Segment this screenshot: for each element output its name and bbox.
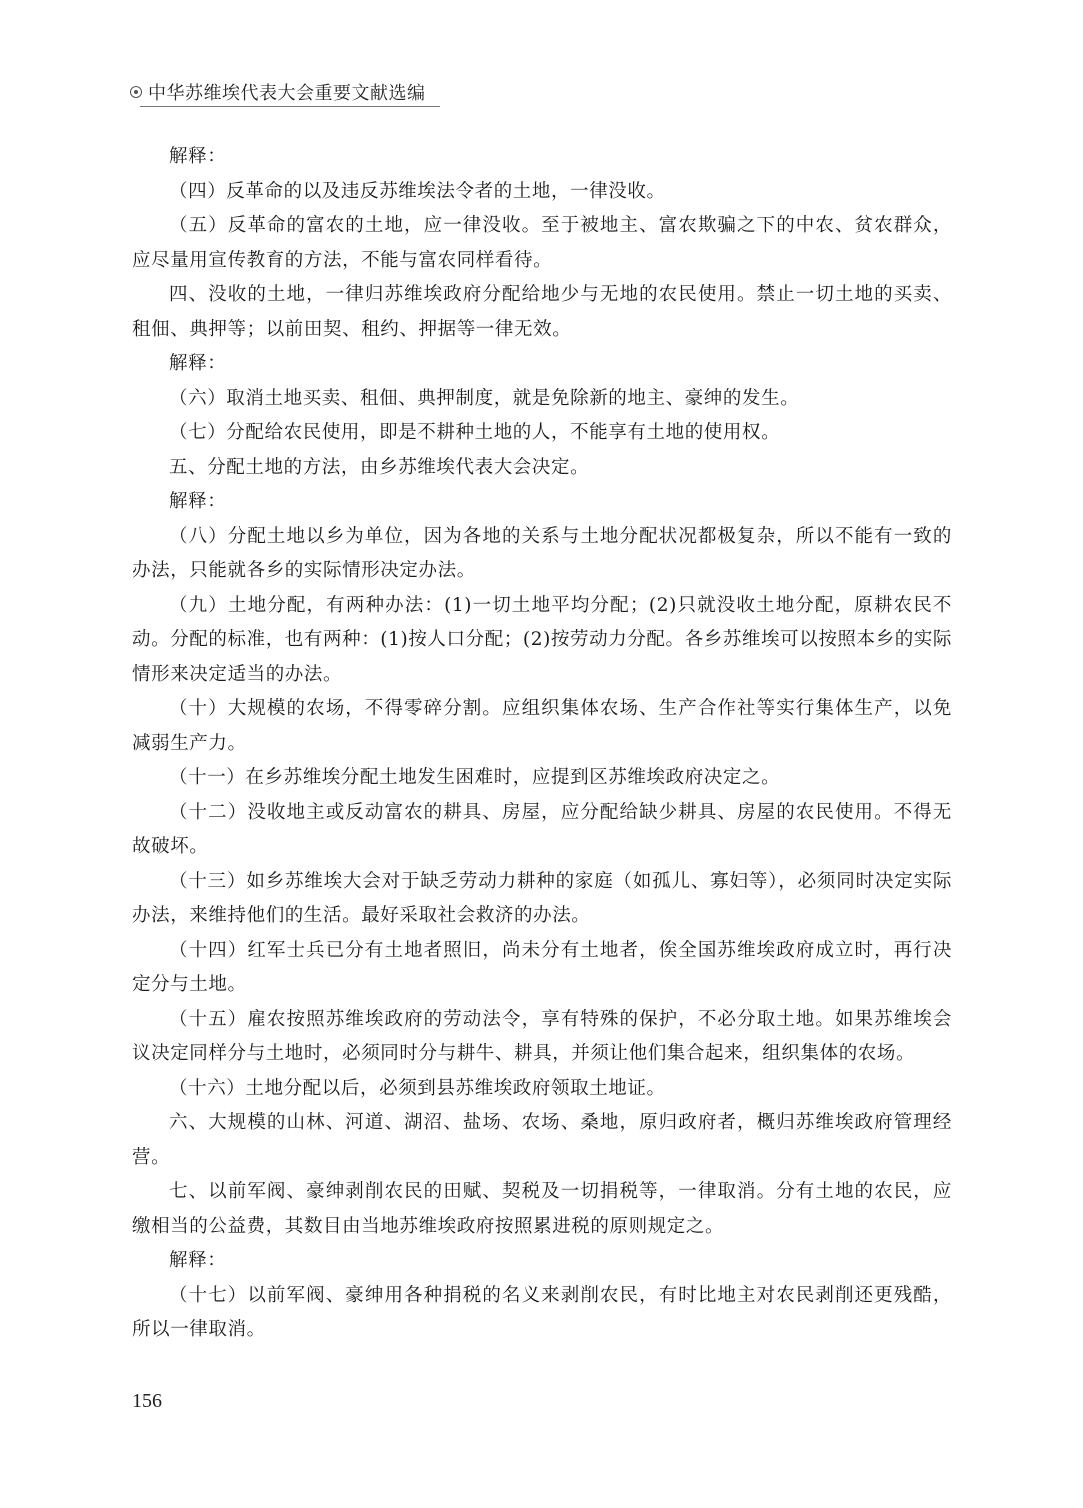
- header-bullet-icon: [130, 86, 142, 98]
- paragraph: （十）大规模的农场，不得零碎分割。应组织集体农场、生产合作社等实行集体生产，以免减弱生产力。: [132, 698, 952, 754]
- paragraph: （四）反革命的以及违反苏维埃法令者的土地，一律没收。: [169, 180, 666, 202]
- paragraph: 六、大规模的山林、河道、湖沼、盐场、农场、桑地，原归政府者，概归苏维埃政府管理经营。: [132, 1112, 952, 1168]
- paragraph: 解释：: [169, 146, 227, 167]
- paragraph: （十七）以前军阀、豪绅用各种捐税的名义来剥削农民，有时比地主对农民剥削还更残酷，所以一律取消。: [132, 1284, 952, 1340]
- page-number: 156: [132, 1390, 162, 1412]
- paragraph: 七、以前军阀、豪绅剥削农民的田赋、契税及一切捐税等，一律取消。分有土地的农民，应缴相当的公益费，其数目由当地苏维埃政府按照累进税的原则规定之。: [132, 1181, 952, 1237]
- paragraph: 五、分配土地的方法，由乡苏维埃代表大会决定。: [169, 456, 590, 478]
- paragraph: （六）取消土地买卖、租佃、典押制度，就是免除新的地主、豪绅的发生。: [169, 387, 800, 409]
- paragraph: 四、没收的土地，一律归苏维埃政府分配给地少与无地的农民使用。禁止一切土地的买卖、租佃、典押等；以前田契、租约、押据等一律无效。: [132, 284, 952, 340]
- paragraph: 解释：: [169, 1250, 227, 1271]
- paragraph: （五）反革命的富农的土地，应一律没收。至于被地主、富农欺骗之下的中农、贫农群众，应尽量用宣传教育的方法，不能与富农同样看待。: [132, 215, 952, 271]
- paragraph: 解释：: [169, 353, 227, 374]
- paragraph: （十五）雇农按照苏维埃政府的劳动法令，享有特殊的保护，不必分取土地。如果苏维埃会议决定同样分与土地时，必须同时分与耕牛、耕具，并须让他们集合起来，组织集体的农场。: [132, 1008, 952, 1064]
- paragraph: （十一）在乡苏维埃分配土地发生困难时，应提到区苏维埃政府决定之。: [169, 767, 781, 788]
- paragraph: （十三）如乡苏维埃大会对于缺乏劳动力耕种的家庭（如孤儿、寡妇等），必须同时决定实际办法，来维持他们的生活。最好采取社会救济的办法。: [132, 870, 952, 926]
- paragraph: （十四）红军士兵已分有土地者照旧，尚未分有土地者，俟全国苏维埃政府成立时，再行决定分与土地。: [132, 939, 952, 995]
- paragraph: （十二）没收地主或反动富农的耕具、房屋，应分配给缺少耕具、房屋的农民使用。不得无故破坏。: [132, 801, 952, 857]
- running-header-title: 中华苏维埃代表大会重要文献选编: [148, 83, 426, 104]
- body-text: [132, 140, 952, 1348]
- paragraph: （七）分配给农民使用，即是不耕种土地的人，不能享有土地的使用权。: [169, 422, 781, 443]
- paragraph: 解释：: [169, 491, 227, 512]
- paragraph: （九）土地分配，有两种办法：(1)一切土地平均分配；(2)只就没收土地分配，原耕农民不动。分配的标准，也有两种：(1)按人口分配；(2)按劳动力分配。各乡苏维埃可以按照本乡的实际情形来决定适当的办法。: [132, 594, 953, 685]
- paragraph: （十六）土地分配以后，必须到县苏维埃政府领取土地证。: [169, 1077, 666, 1099]
- running-header: [130, 78, 426, 106]
- header-rule: [140, 106, 440, 107]
- paragraph: （八）分配土地以乡为单位，因为各地的关系与土地分配状况都极复杂，所以不能有一致的办法，只能就各乡的实际情形决定办法。: [132, 525, 952, 581]
